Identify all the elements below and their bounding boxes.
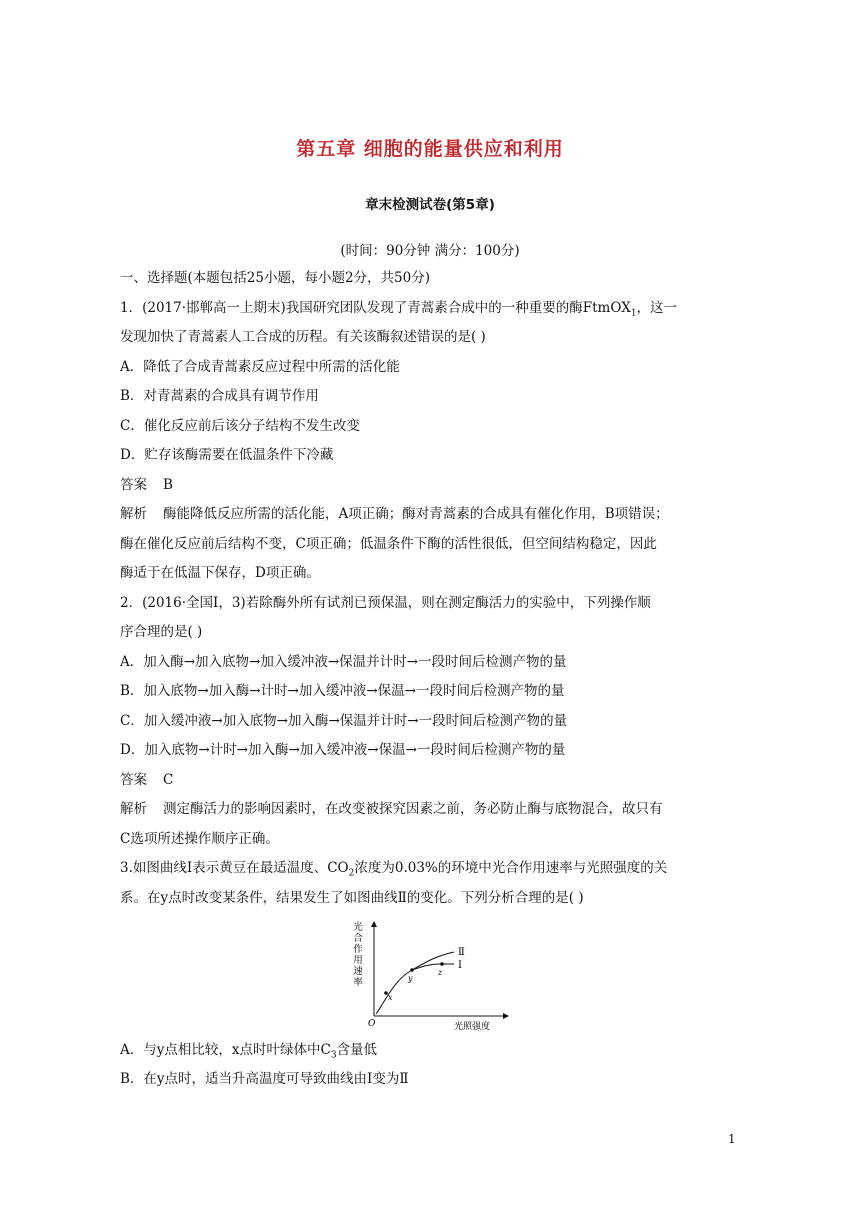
analysis-label: 解析 (120, 801, 147, 817)
q2-option-d: D．加入底物→计时→加入酶→加入缓冲液→保温→一段时间后检测产物的量 (120, 742, 566, 758)
q1-option-d: D．贮存该酶需要在低温条件下冷藏 (120, 447, 334, 463)
q3-stem-sub: 2 (348, 868, 355, 879)
q2-option-b: B．加入底物→加入酶→计时→加入缓冲液→保温→一段时间后检测产物的量 (120, 683, 565, 699)
q1-analysis-line1 (120, 504, 740, 524)
photosynthesis-chart (350, 920, 510, 1032)
q1-answer (120, 475, 740, 495)
q3-stem-line2: 系。在y点时改变某条件，结果发生了如图曲线Ⅱ的变化。下列分析合理的是( ) (120, 890, 584, 906)
page-number: 1 (728, 1132, 736, 1146)
q1-stem-line1 (120, 298, 740, 324)
series-i-label: Ⅰ (458, 960, 462, 971)
q2-stem-line2: 序合理的是( ) (120, 624, 203, 640)
q2-analysis-line2: C选项所述操作顺序正确。 (120, 831, 279, 847)
q1-stem-text: 1．(2017·邯郸高一上期末)我国研究团队发现了青蒿素合成中的一种重要的酶FtmOX (120, 300, 631, 316)
origin-label: O (368, 1019, 376, 1029)
point-x-label: x (388, 993, 393, 1002)
q2-stem-line1: 2．(2016·全国Ⅰ，3)若除酶外所有试剂已预保温，则在测定酶活力的实验中，下列操作顺 (120, 595, 651, 611)
answer-value: C (163, 772, 174, 788)
curve-ii (376, 952, 454, 1014)
series-ii-label: Ⅱ (458, 947, 465, 958)
q3-option-a (120, 1040, 740, 1066)
y-axis-label-char: 作 (353, 944, 363, 955)
point-y (410, 968, 414, 972)
x-axis-label: 光照强度 (454, 1022, 491, 1032)
q1-option-c: C．催化反应前后该分子结构不发生改变 (120, 418, 360, 434)
exam-meta: (时间：90分钟 满分：100分) (340, 243, 520, 259)
y-axis-label (353, 921, 363, 988)
point-y-label: y (408, 974, 413, 983)
analysis-text: 测定酶活力的影响因素时，在改变被探究因素之前，务必防止酶与底物混合，故只有 (163, 801, 663, 817)
point-z-label: z (438, 968, 443, 977)
y-axis-label-char: 合 (353, 933, 363, 944)
y-axis-label-char: 光 (353, 922, 363, 933)
q3-option-b: B．在y点时，适当升高温度可导致曲线由Ⅰ变为Ⅱ (120, 1071, 409, 1087)
q3-option-a-sub: 3 (330, 1050, 337, 1061)
q3-option-a-text: A．与y点相比较，x点时叶绿体中C (120, 1042, 331, 1058)
q1-stem-line2: 发现加快了青蒿素人工合成的历程。有关该酶叙述错误的是( ) (120, 329, 486, 345)
q3-option-a-tail: 含量低 (336, 1042, 378, 1058)
analysis-label: 解析 (120, 506, 147, 522)
y-axis-label-char: 用 (353, 955, 363, 966)
q3-stem-text: 3.如图曲线Ⅰ表示黄豆在最适温度、CO (120, 860, 349, 876)
q3-stem-line1 (120, 858, 740, 884)
answer-label: 答案 (120, 772, 147, 788)
analysis-text: 酶能降低反应所需的活化能，A项正确；酶对青蒿素的合成具有催化作用，B项错误； (163, 506, 669, 522)
q3-stem-tail: 浓度为0.03%的环境中光合作用速率与光照强度的关 (354, 860, 668, 876)
q2-answer (120, 770, 740, 790)
answer-label: 答案 (120, 477, 147, 493)
answer-value: B (163, 477, 173, 493)
point-z (440, 962, 444, 966)
exam-subtitle: 章末检测试卷(第5章) (365, 197, 495, 213)
q1-analysis-line2: 酶在催化反应前后结构不变，C项正确；低温条件下酶的活性很低，但空间结构稳定，因此 (120, 536, 657, 552)
curve-i (412, 964, 454, 970)
y-axis-label-char: 速 (353, 966, 363, 977)
q2-option-a: A．加入酶→加入底物→加入缓冲液→保温并计时→一段时间后检测产物的量 (120, 654, 567, 670)
q1-analysis-line3: 酶适于在低温下保存，D项正确。 (120, 565, 320, 581)
q1-stem-tail: ，这一 (636, 300, 678, 316)
y-axis-label-char: 率 (353, 977, 363, 988)
chapter-title: 第五章 细胞的能量供应和利用 (296, 138, 564, 160)
q2-analysis-line1 (120, 799, 740, 819)
q1-option-b: B．对青蒿素的合成具有调节作用 (120, 388, 319, 404)
q1-stem-sub: 1 (630, 308, 637, 319)
q2-option-c: C．加入缓冲液→加入底物→加入酶→保温并计时→一段时间后检测产物的量 (120, 713, 568, 729)
section-heading: 一、选择题(本题包括25小题，每小题2分，共50分) (120, 270, 430, 286)
q1-option-a: A．降低了合成青蒿素反应过程中所需的活化能 (120, 359, 400, 375)
